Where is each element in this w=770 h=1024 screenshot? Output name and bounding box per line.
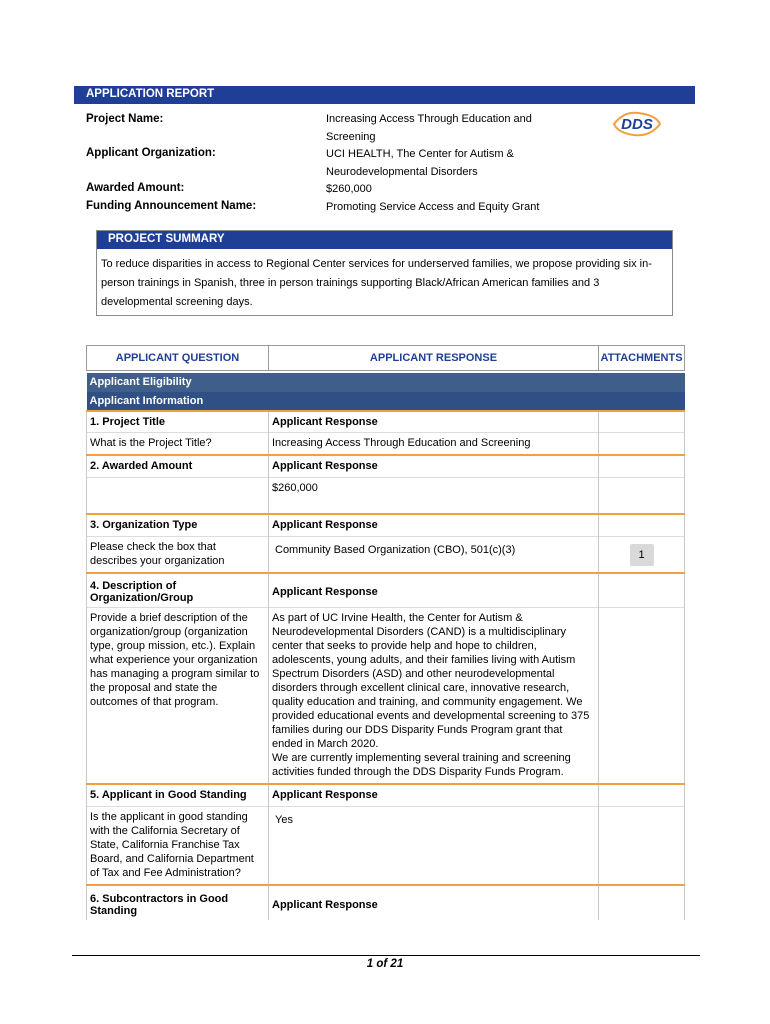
question-title: 4. Description of Organization/Group [87, 573, 269, 608]
funding-announcement-label: Funding Announcement Name: [86, 200, 257, 212]
response-text: $260,000 [269, 477, 599, 514]
table-row [87, 433, 685, 456]
question-text: What is the Project Title? [87, 433, 269, 456]
attachment-cell [599, 514, 685, 536]
applicant-organization-label: Applicant Organization: [86, 147, 216, 159]
project-summary-text: To reduce disparities in access to Regional Center services for underserved families, we propose providing six in-person trainings in Spanish, three in person trainings supporting Black/African American families and 3 developmental screening days. [101, 258, 652, 308]
response-title: Applicant Response [269, 514, 599, 536]
applicant-organization-value: UCI HEALTH, The Center for Autism & Neurodevelopmental Disorders [326, 148, 514, 178]
applicant-question-header: APPLICANT QUESTION [87, 346, 269, 371]
question-text: Is the applicant in good standing with the California Secretary of State, California Franchise Tax Board, and California Department of Tax and Fee Administration? [87, 806, 269, 885]
footer-divider [72, 955, 700, 956]
applicant-response-header: APPLICANT RESPONSE [269, 346, 599, 371]
question-title: 3. Organization Type [87, 514, 269, 536]
page-number: 1 of 21 [366, 958, 404, 970]
project-name-label: Project Name: [86, 113, 164, 125]
attachment-cell [599, 784, 685, 806]
section-applicant-information: Applicant Information [87, 392, 685, 411]
question-title: 5. Applicant in Good Standing [87, 784, 269, 806]
table-row [87, 608, 685, 785]
attachment-cell [599, 477, 685, 514]
response-title: Applicant Response [269, 573, 599, 608]
application-report-header: APPLICATION REPORT [74, 86, 695, 104]
response-title: Applicant Response [269, 784, 599, 806]
question-title: 1. Project Title [87, 411, 269, 433]
funding-announcement-value: Promoting Service Access and Equity Grant [326, 201, 540, 213]
dds-logo-text: DDS [621, 116, 653, 133]
attachment-cell [599, 885, 685, 920]
question-text: Please check the box that describes your organization [87, 536, 269, 573]
table-row [87, 477, 685, 514]
application-table [86, 345, 685, 920]
dds-logo [612, 110, 662, 138]
response-title: Applicant Response [269, 411, 599, 433]
table-row [87, 573, 685, 608]
attachment-cell [599, 455, 685, 477]
response-text: As part of UC Irvine Health, the Center for Autism & Neurodevelopmental Disorders (CAND) is a multidisciplinary center that seeks to provide help and hope to children, adolescents, young adults, and their families living with Autism Spectrum Disorders (ASD) and other neurodevelopmental disorders through excellent clinical care, innovative research, quality education and training, and community engagement. We provided educational events and developmental screening to 375 families during our DDS Disparity Funds Program grant that ended in March 2020. We are currently implementing several training and screening activities funded through the DDS Disparity Funds Program. [269, 608, 599, 785]
table-row [87, 806, 685, 885]
attachment-cell [599, 411, 685, 433]
section-applicant-eligibility: Applicant Eligibility [87, 373, 685, 392]
attachment-count-badge[interactable]: 1 [630, 544, 654, 566]
attachment-cell [599, 573, 685, 608]
project-summary [96, 230, 673, 316]
response-title: Applicant Response [269, 455, 599, 477]
table-row [87, 514, 685, 536]
project-name-value: Increasing Access Through Education and Screening [326, 113, 532, 143]
table-row [87, 885, 685, 920]
table-row [87, 455, 685, 477]
awarded-amount-label: Awarded Amount: [86, 182, 185, 194]
response-text: Increasing Access Through Education and Screening [269, 433, 599, 456]
attachment-cell [599, 536, 685, 573]
attachment-cell [599, 806, 685, 885]
table-row [87, 411, 685, 433]
response-text: Community Based Organization (CBO), 501(c)(3) [269, 536, 599, 573]
response-text: Yes [269, 806, 599, 885]
project-summary-header: PROJECT SUMMARY [97, 231, 672, 249]
attachment-cell [599, 608, 685, 785]
question-title: 2. Awarded Amount [87, 455, 269, 477]
question-title: 6. Subcontractors in Good Standing [87, 885, 269, 920]
question-text: Provide a brief description of the organization/group (organization type, group mission, etc.). Explain what experience your organization has managing a program similar to the proposal and state the outcomes of that program. [87, 608, 269, 785]
table-row [87, 784, 685, 806]
response-title: Applicant Response [269, 885, 599, 920]
awarded-amount-value: $260,000 [326, 183, 372, 195]
question-text [87, 477, 269, 514]
table-row [87, 536, 685, 573]
attachments-header: ATTACHMENTS [599, 346, 685, 371]
attachment-cell [599, 433, 685, 456]
